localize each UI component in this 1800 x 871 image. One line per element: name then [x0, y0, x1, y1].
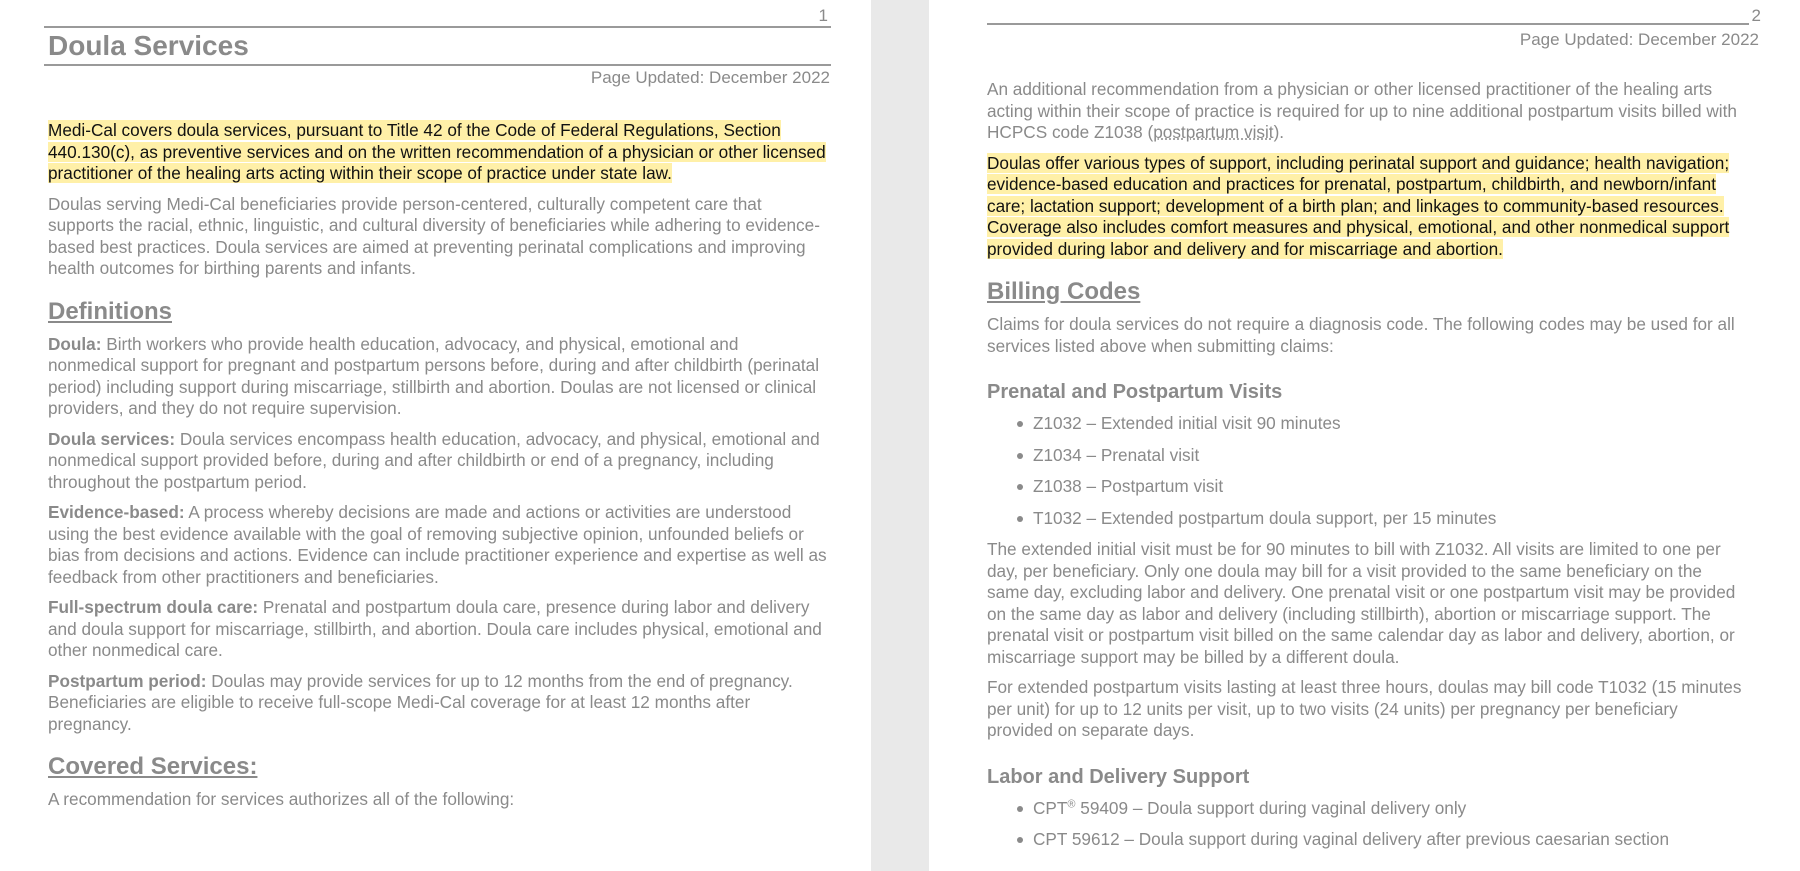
list-item: Z1038 – Postpartum visit — [1017, 476, 1747, 498]
code-text: 59409 – Doula support during vaginal delivery only — [1075, 797, 1467, 818]
covered-services-heading: Covered Services: — [48, 753, 258, 780]
definitions-heading: Definitions — [48, 297, 172, 325]
page1-body — [48, 120, 830, 820]
definition-text: Prenatal and postpartum doula care, presence during labor and delivery and doula support for miscarriage, stillbirth, and abortion. Doula care includes physical, emotional and other nonmedical care. — [48, 597, 822, 660]
visit-rules-paragraph: The extended initial visit must be for 90 minutes to bill with Z1032. All visits are limited to one per day, per beneficiary. Only one doula may bill for a visit provided to the same beneficiary on the same day, excluding labor and delivery. One prenatal visit or one postpartum visit may be provided on the same day as labor and delivery (including stillbirth), abortion or miscarriage support. The prenatal visit or postpartum visit billed on the same calendar day as labor and delivery, abortion, or miscarriage support may be billed by a different doula. — [987, 539, 1736, 667]
code-text: 59612 – Doula support during vaginal delivery after previous caesarian section — [1067, 829, 1670, 849]
covered-services-intro: A recommendation for services authorizes all of the following: — [48, 789, 515, 809]
list-item — [1017, 829, 1747, 851]
intro-paragraph: Doulas serving Medi-Cal beneficiaries provide person-centered, culturally competent care that supports the racial, ethnic, linguistic, and cultural diversity of beneficiaries while adhering to evidence-based best practices. Doula services are aimed at preventing perinatal complications and improving health outcomes for birthing parents and infants. — [48, 193, 820, 278]
definition-term: Full-spectrum doula care: — [48, 597, 259, 617]
definition-text: Doula services encompass health education, advocacy, and physical, emotional and nonmedical support provided before, during and after childbirth or end of a pregnancy, including throughout the postpartum period. — [48, 428, 820, 492]
additional-recommendation-paragraph — [987, 79, 1747, 144]
definition-doula-services — [48, 429, 830, 494]
definition-text: Doulas may provide services for up to 12 months from the end of pregnancy. Beneficiaries are eligible to receive full-scope Medi-Cal coverage for at least 12 months after pregnancy. — [48, 670, 793, 734]
document-page-1 — [0, 0, 871, 871]
definition-full-spectrum — [48, 597, 830, 662]
list-item: Z1034 – Prenatal visit — [1017, 445, 1747, 467]
code-prefix: CPT — [1033, 829, 1068, 849]
document-page-2 — [929, 0, 1800, 871]
definition-term: Postpartum period: — [48, 670, 207, 691]
page-number: 2 — [1751, 6, 1761, 25]
extended-rules-paragraph: For extended postpartum visits lasting at least three hours, doulas may bill code T1032 (15 minutes per unit) for up to 12 units per visit, up to two visits (24 units) per pregnancy per beneficiary provided on separate days. — [987, 677, 1742, 740]
paragraph-text: ). — [1273, 122, 1285, 142]
definition-evidence-based — [48, 502, 830, 588]
page-number: 1 — [818, 6, 828, 25]
definition-text: Birth workers who provide health education, advocacy, and physical, emotional and nonmedical support for pregnant and postpartum persons before, during and after childbirth (perinatal period) including support during miscarriage, stillbirth and abortion. Doulas are not licensed or clinical providers, and they do not require supervision. — [48, 333, 820, 418]
labor-delivery-heading: Labor and Delivery Support — [987, 765, 1250, 788]
list-item: T1032 – Extended postpartum doula support, per 15 minutes — [1017, 508, 1747, 530]
page-updated-date: Page Updated: December 2022 — [590, 68, 830, 87]
prenatal-postpartum-heading: Prenatal and Postpartum Visits — [987, 381, 1283, 403]
paragraph-text: An additional recommendation from a physician or other licensed practitioner of the healing arts acting within their scope of practice is required for up to nine additional postpartum visits billed with HCPCS code Z1038 ( — [987, 79, 1737, 142]
list-item — [1017, 798, 1747, 820]
support-highlight-paragraph — [987, 153, 1747, 261]
page-updated-date: Page Updated: December 2022 — [1519, 30, 1759, 49]
registered-mark: ® — [1067, 797, 1076, 810]
header-rule — [987, 23, 1749, 25]
page-title: Doula Services — [48, 30, 249, 61]
code-prefix: CPT — [1033, 797, 1068, 818]
definition-term: Doula services: — [48, 428, 176, 449]
prenatal-codes-list — [1017, 413, 1747, 529]
list-item: Z1032 – Extended initial visit 90 minutes — [1017, 413, 1747, 435]
definition-text: A process whereby decisions are made and actions or activities are understood using the best evidence available with the goal of removing subjective opinion, unfounded beliefs or bias from decisions and actions. Evidence can include practitioner experience and expertise as well as feedback from other practitioners and beneficiaries. — [48, 502, 827, 587]
highlighted-text: Doulas offer various types of support, including perinatal support and guidance; health navigation; evidence-based education and practices for prenatal, postpartum, childbirth, and newborn/infant care; lactation support; development of a birth plan; and linkages to community-based resources. Coverage also includes comfort measures and physical, emotional, and other nonmedical support provided during labor and delivery and for miscarriage and abortion. — [987, 152, 1730, 259]
billing-codes-heading: Billing Codes — [987, 278, 1141, 305]
definition-term: Evidence-based: — [48, 502, 185, 522]
definition-postpartum-period — [48, 671, 830, 736]
title-rule — [44, 64, 831, 66]
highlighted-text: Medi-Cal covers doula services, pursuant to Title 42 of the Code of Federal Regulations, Section 440.130(c), as preventive services and on the written recommendation of a physician or other licensed practitioner of the healing arts acting within their scope of practice under state law. — [48, 120, 826, 183]
intro-highlight-paragraph — [48, 120, 830, 185]
header-rule — [44, 26, 831, 28]
labor-codes-list — [1017, 798, 1747, 851]
billing-intro: Claims for doula services do not require a diagnosis code. The following codes may be used for all services listed above when submitting claims: — [987, 314, 1735, 356]
postpartum-visit-link[interactable]: postpartum visit — [1153, 122, 1274, 142]
page2-body — [987, 79, 1747, 861]
definition-term: Doula: — [48, 333, 102, 354]
definition-doula — [48, 334, 830, 420]
